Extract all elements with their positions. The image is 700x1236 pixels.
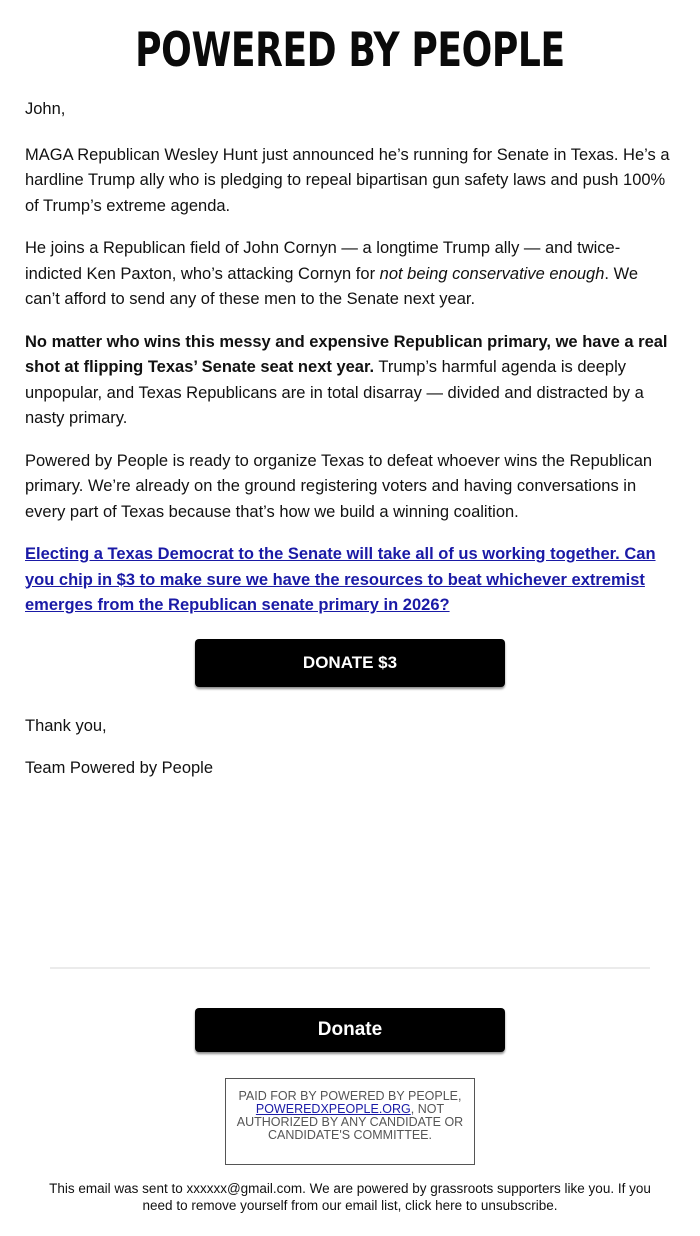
paragraph-2-italic: not being conservative enough (379, 264, 605, 283)
footer-divider (50, 967, 650, 969)
paragraph-2 (25, 236, 677, 313)
email-body (25, 97, 677, 636)
website-link[interactable]: POWEREDXPEOPLE.ORG (255, 1102, 411, 1116)
unsubscribe-note[interactable]: This email was sent to xxxxxx@gmail.com. We are powered by grassroots supporters like you. If you need to remove yourself from our email list, click here to unsubscribe. (49, 1181, 651, 1213)
email-header (0, 22, 700, 79)
cta-paragraph (25, 542, 677, 619)
paragraph-3 (25, 330, 677, 432)
paragraph-4: Powered by People is ready to organize Texas to defeat whoever wins the Republican primary. We’re already on the ground registering voters and having conversations in every part of Texas because that’s how we build a winning coalition. (25, 451, 653, 521)
paragraph-3-text: Trump’s harmful agenda is deeply unpopular, and Texas Republicans are in total disarray — divided and distracted by a nasty primary. (25, 358, 644, 427)
closing: Thank you, (25, 717, 107, 735)
paragraph-1: MAGA Republican Wesley Hunt just announced he’s running for Senate in Texas. He’s a hardline Trump ally who is pledging to repeal bipartisan gun safety laws and push 100% of Trump’s extreme agenda. (25, 145, 670, 215)
paid-for-disclaimer (225, 1078, 475, 1165)
paragraph-3-bold: No matter who wins this messy and expensive Republican primary, we have a real shot at flipping Texas’ Senate seat next year. (25, 332, 668, 376)
paragraph-2-text-a: He joins a Republican field of John Cornyn — a longtime Trump ally — and twice-indicted Ken Paxton, who’s attacking Cornyn for (25, 239, 621, 283)
disclaimer-text-b: , NOT AUTHORIZED BY ANY CANDIDATE OR CANDIDATE'S COMMITTEE. (236, 1102, 464, 1142)
brand-logo: POWERED BY PEOPLE (135, 22, 565, 79)
signature: Team Powered by People (25, 759, 214, 777)
donate-cta-link[interactable]: Electing a Texas Democrat to the Senate will take all of us working together. Can you chip in $3 to make sure we have the resources to beat whichever extremist emerges from the Republican senate primary in 2026? (25, 545, 656, 614)
donate-button[interactable]: Donate (195, 1008, 505, 1052)
disclaimer-text-a: PAID FOR BY POWERED BY PEOPLE, (238, 1089, 462, 1103)
donate-3-button[interactable]: DONATE $3 (195, 639, 505, 687)
greeting: John, (25, 100, 66, 118)
paragraph-2-text-b: . We can’t afford to send any of these men to the Senate next year. (25, 264, 639, 308)
